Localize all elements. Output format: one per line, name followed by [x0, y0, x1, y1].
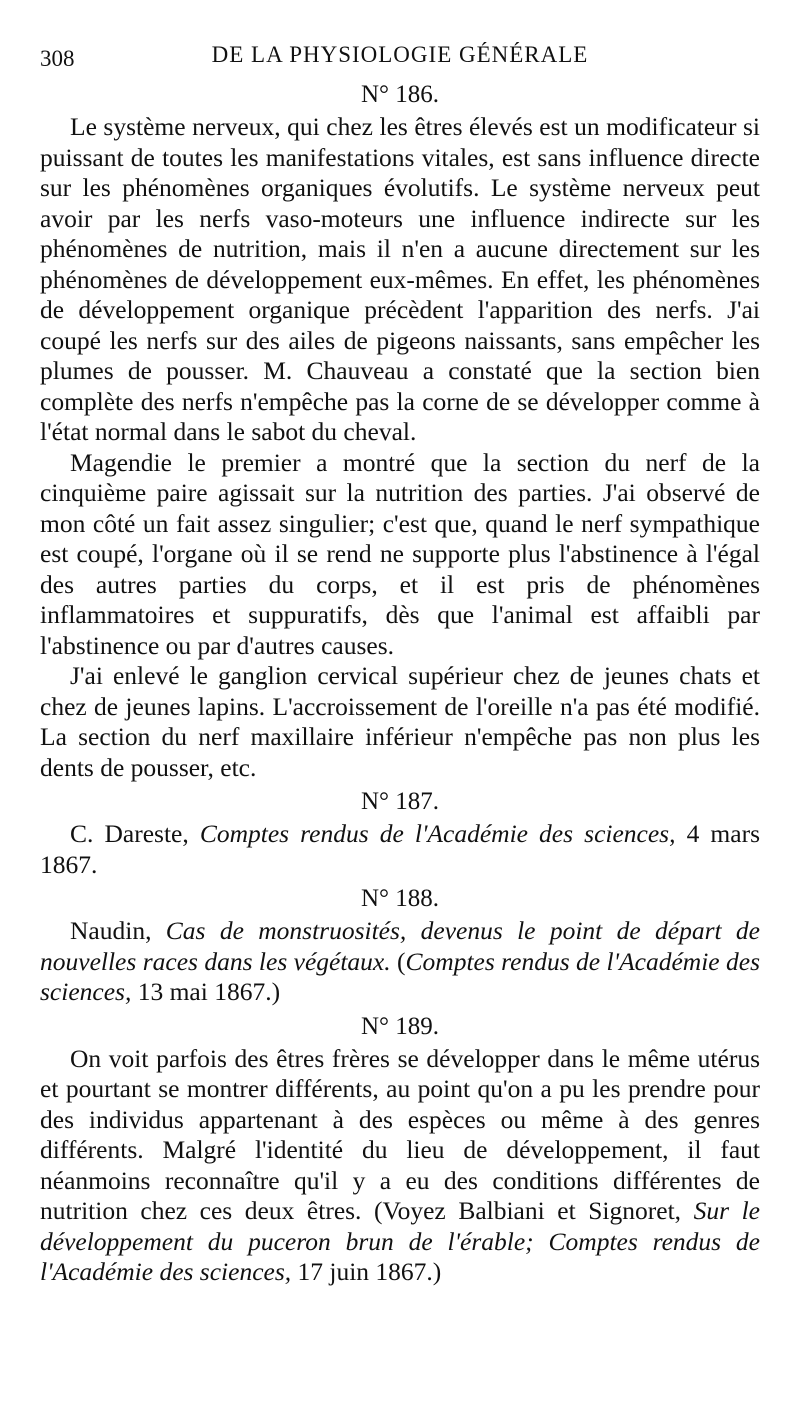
running-head — [40, 40, 760, 80]
book-page — [40, 40, 760, 1288]
section-187 — [40, 787, 760, 880]
running-title: DE LA PHYSIOLOGIE GÉNÉRALE — [211, 42, 589, 67]
citation-paragraph — [40, 819, 760, 880]
page-number: 308 — [40, 46, 75, 71]
paragraph: J'ai enlevé le ganglion cervical supérieur chez de jeunes chats et chez de jeunes lapins. L'accroissement de l'oreille n'a pas été modifié. La section du nerf maxillaire inférieur n'empêche pas non plus les dents de pousser, etc. — [40, 661, 760, 782]
citation-punctuation: ( — [390, 946, 406, 976]
citation-title: Sur le développement du puceron brun de l'érable; Comptes rendus de l'Académie des sciences, — [40, 1196, 760, 1286]
citation-title: Comptes rendus de l'Académie des sciences, — [199, 819, 676, 848]
paragraph: Le système nerveux, qui chez les êtres élevés est un modificateur si puissant de toutes les manifestations vitales, est sans influence directe sur les phénomènes organiques évolutifs. Le système nerveux peut avoir par les nerfs vaso-moteurs une influence indirecte sur les phénomènes de nutrition, mais il n'en a aucune directement sur les phénomènes de développement eux-mêmes. En effet, les phénomènes de développement organique précèdent l'apparition des nerfs. J'ai coupé les nerfs sur des ailes de pigeons naissants, sans empêcher les plumes de pousser. M. Chauveau a constaté que la section bien complète des nerfs n'empêche pas la corne de se développer comme à l'état normal dans le sabot du cheval. — [40, 112, 760, 446]
citation-date: 4 mars 1867. — [40, 819, 760, 879]
paragraph — [40, 1044, 760, 1288]
section-189 — [40, 1012, 760, 1288]
section-number: N° 189. — [360, 1012, 440, 1040]
paragraph-text: On voit parfois des êtres frères se développer dans le même utérus et pourtant se montrer différents, au point qu'on a pu les prendre pour des individus appartenant à des espèces ou même à des genres différents. Malgré l'identité du lieu de développement, il faut néanmoins reconnaître qu'il y a eu des conditions différentes de nutrition chez ces deux êtres. (Voyez Balbiani et Signoret, — [40, 1043, 760, 1225]
citation-source: Comptes rendus de l'Académie des sciences, — [40, 946, 760, 1006]
section-number: N° 187. — [360, 788, 440, 815]
section-number: N° 186. — [360, 81, 440, 108]
section-number: N° 188. — [360, 885, 440, 912]
citation-title: Cas de monstruosités, devenus le point de départ de nouvelles races dans les végétaux. — [40, 916, 760, 976]
citation-paragraph — [40, 916, 760, 1008]
section-188 — [40, 884, 760, 1008]
citation-date: 17 juin 1867.) — [291, 1257, 442, 1286]
citation-author: Naudin, — [70, 916, 166, 945]
section-186 — [40, 80, 760, 783]
citation-date: 13 mai 1867.) — [131, 977, 281, 1006]
citation-author: C. Dareste, — [70, 819, 200, 848]
paragraph: Magendie le premier a montré que la section du nerf de la cinquième paire agissait sur la nutrition des parties. J'ai observé de mon côté un fait assez singulier; c'est que, quand le nerf sympathique est coupé, l'organe où il se rend ne supporte plus l'abstinence à l'égal des autres parties du corps, et il est pris de phénomènes inflammatoires et suppuratifs, dès que l'animal est affaibli par l'abstinence ou par d'autres causes. — [40, 447, 760, 660]
